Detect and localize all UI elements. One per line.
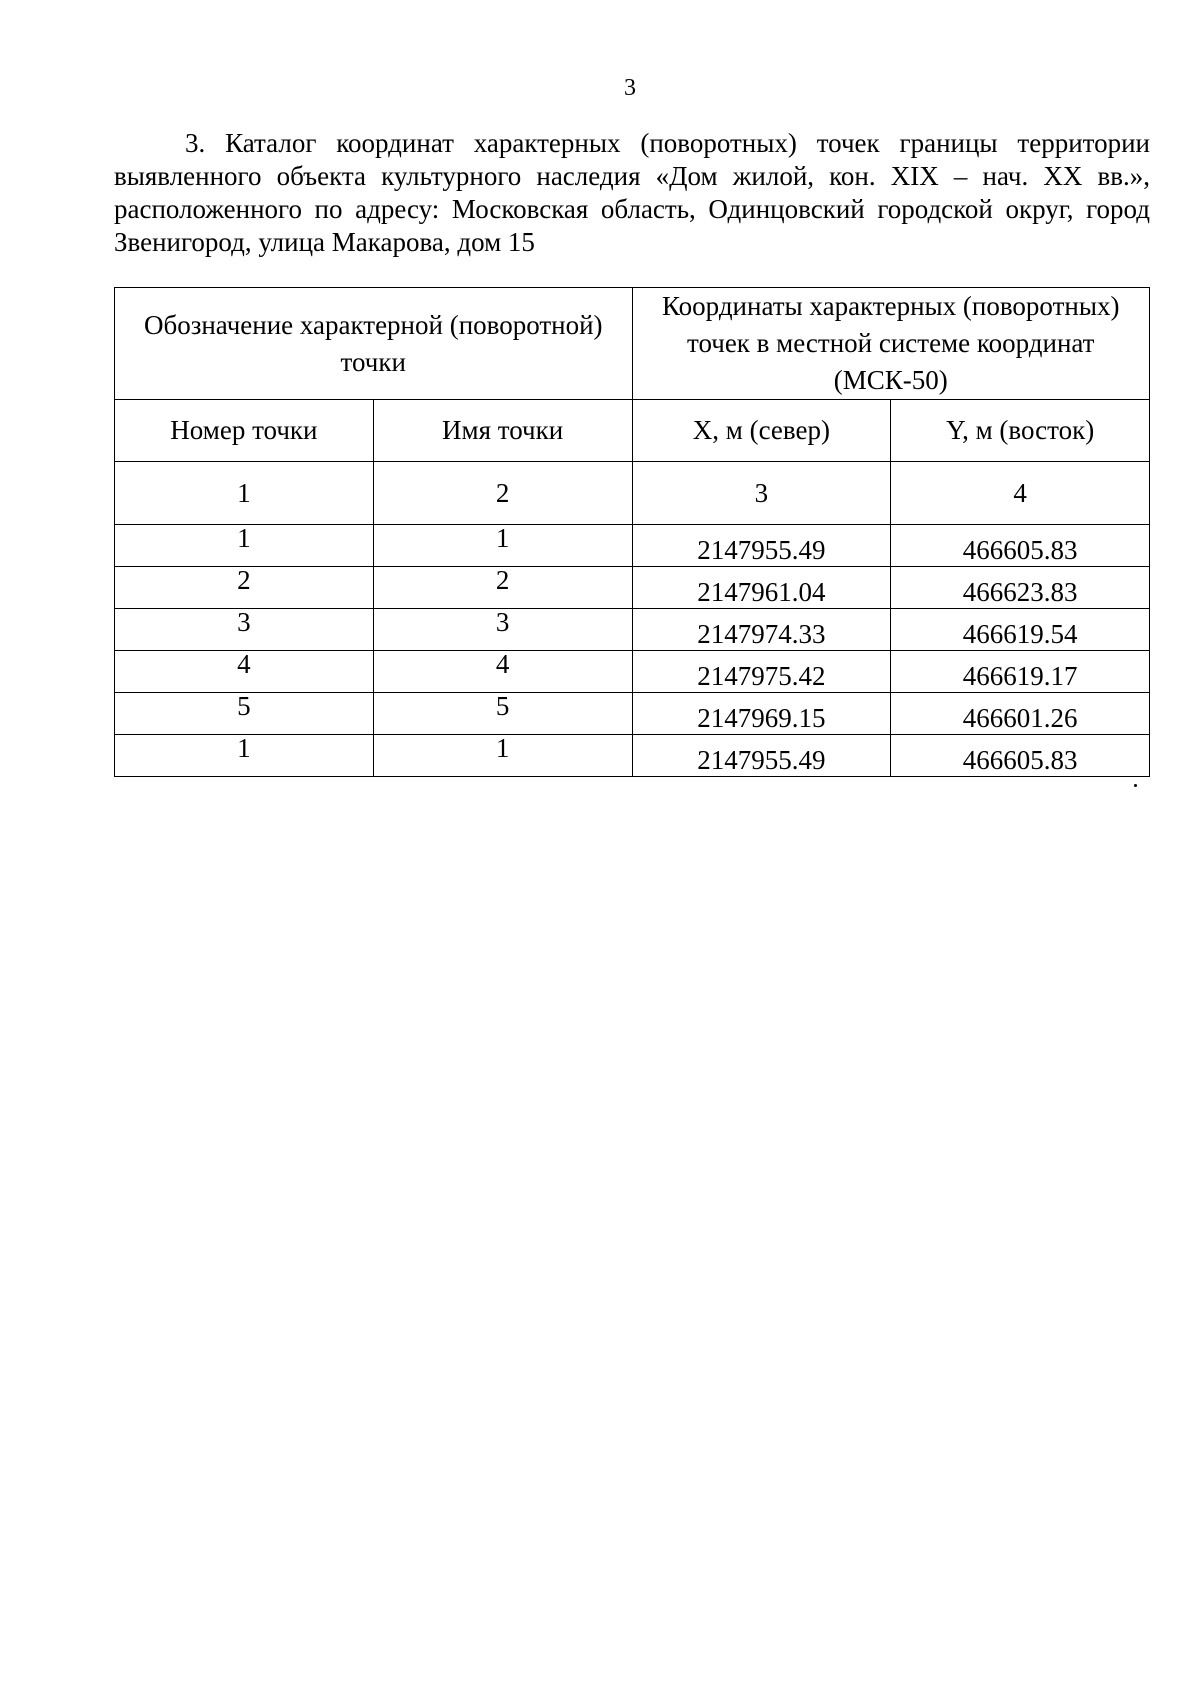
y-coordinate-cell: 466605.83 xyxy=(891,525,1150,567)
coordinates-group-header: Координаты характерных (поворотных) точек в местной системе координат (МСК-50) xyxy=(632,288,1150,400)
x-coordinate-cell: 2147975.42 xyxy=(632,651,891,693)
point-number-cell: 4 xyxy=(115,651,374,693)
point-name-cell: 2 xyxy=(373,567,632,609)
column-number: 3 xyxy=(632,462,891,525)
point-number-cell: 3 xyxy=(115,609,374,651)
x-coordinate-cell: 2147974.33 xyxy=(632,609,891,651)
table-column-header-row xyxy=(115,400,1150,462)
table-row xyxy=(115,651,1150,693)
coordinates-table xyxy=(114,287,1150,777)
point-name-cell: 1 xyxy=(373,735,632,777)
y-coordinate-cell: 466601.26 xyxy=(891,693,1150,735)
table-group-header-row xyxy=(115,288,1150,400)
table-row xyxy=(115,735,1150,777)
table-column-number-row xyxy=(115,462,1150,525)
table-row xyxy=(115,693,1150,735)
section-heading: 3. Каталог координат характерных (поворотных) точек границы территории выявленного объекта культурного наследия «Дом жилой, кон. XIX – нач. XX вв.», расположенного по адресу: Московская область, Одинцовский городской округ, город Звенигород, улица Макарова, дом 15 xyxy=(114,128,1150,257)
table-row xyxy=(115,567,1150,609)
point-name-cell: 5 xyxy=(373,693,632,735)
point-number-cell: 1 xyxy=(115,525,374,567)
column-number: 4 xyxy=(891,462,1150,525)
point-name-cell: 4 xyxy=(373,651,632,693)
y-coordinate-cell: 466619.54 xyxy=(891,609,1150,651)
table-row xyxy=(115,609,1150,651)
point-name-cell: 1 xyxy=(373,525,632,567)
x-coordinate-cell: 2147955.49 xyxy=(632,735,891,777)
column-header-point-number: Номер точки xyxy=(115,400,374,462)
column-header-x: X, м (север) xyxy=(632,400,891,462)
designation-group-header: Обозначение характерной (поворотной) точки xyxy=(115,288,633,400)
column-header-y: Y, м (восток) xyxy=(891,400,1150,462)
y-coordinate-cell: 466605.83 xyxy=(891,735,1150,777)
point-number-cell: 1 xyxy=(115,735,374,777)
column-number: 2 xyxy=(373,462,632,525)
page-number: 3 xyxy=(624,75,636,101)
y-coordinate-cell: 466619.17 xyxy=(891,651,1150,693)
column-number: 1 xyxy=(115,462,374,525)
x-coordinate-cell: 2147955.49 xyxy=(632,525,891,567)
point-number-cell: 2 xyxy=(115,567,374,609)
point-number-cell: 5 xyxy=(115,693,374,735)
stray-dot-mark xyxy=(1134,784,1137,787)
x-coordinate-cell: 2147961.04 xyxy=(632,567,891,609)
column-header-point-name: Имя точки xyxy=(373,400,632,462)
x-coordinate-cell: 2147969.15 xyxy=(632,693,891,735)
y-coordinate-cell: 466623.83 xyxy=(891,567,1150,609)
point-name-cell: 3 xyxy=(373,609,632,651)
table-row xyxy=(115,525,1150,567)
